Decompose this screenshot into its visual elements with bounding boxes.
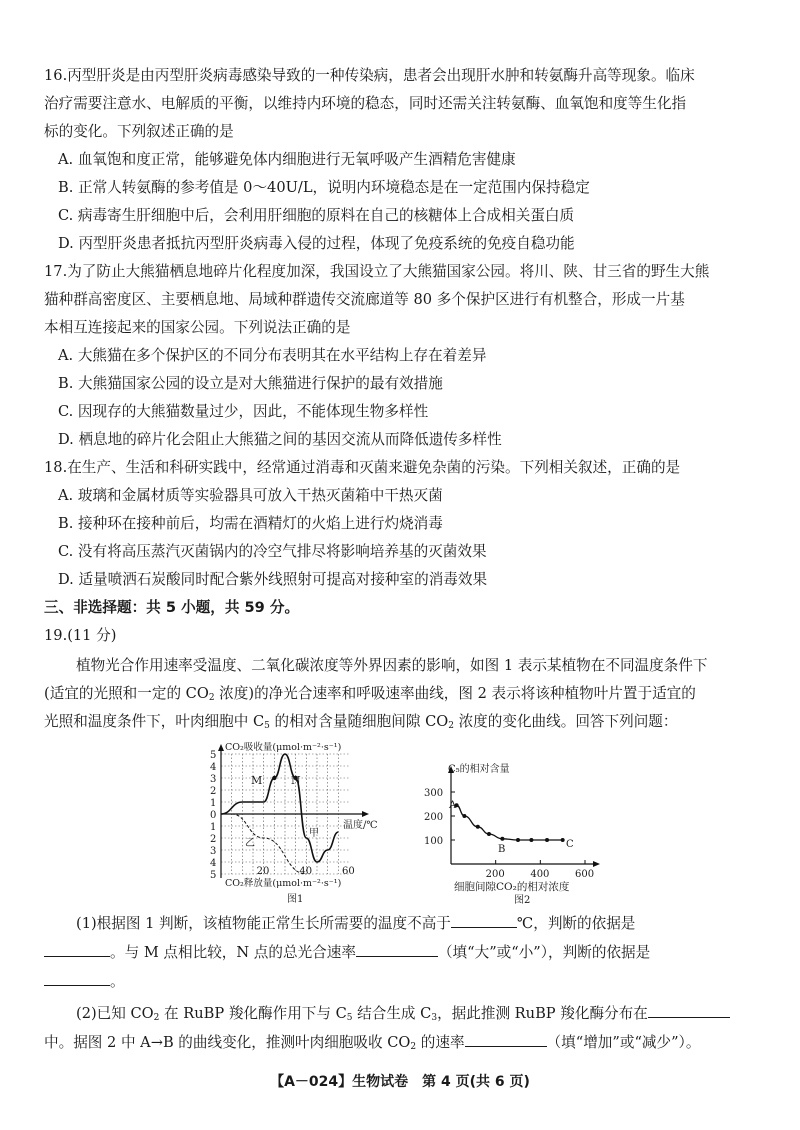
answer-blank-temperature[interactable] [451,914,517,928]
fig1-y-tick: 2 [210,786,217,797]
q19-heading: 19.(11 分) [44,627,117,644]
q17-option-c: C. 因现存的大熊猫数量过少，因此，不能体现生物多样性 [58,403,429,420]
fig2-data-point [487,832,491,836]
fig1-series-label-yi: 乙 [245,838,255,849]
fig1-caption: 图1 [287,894,304,905]
q19-part1-line: 。与 M 点相比较，N 点的总光合速率 （填“大”或“小”），判断的依据是 [44,943,650,963]
fig1-xlabel: 温度/℃ [343,820,378,831]
figure-2-chart [418,760,603,905]
answer-blank-enzyme-location[interactable] [648,1004,730,1018]
fig1-x-tick: 20 [256,866,270,877]
fig2-point-label-c: C [566,839,574,850]
q19-intro-line: 植物光合作用速率受温度、二氧化碳浓度等外界因素的影响，如图 1 表示某植物在不同温度条件下 [76,657,708,674]
q16-option-c: C. 病毒寄生肝细胞中后，会利用肝细胞的原料在自己的核糖体上合成相关蛋白质 [58,207,575,224]
q17-option-b: B. 大熊猫国家公园的设立是对大熊猫进行保护的最有效措施 [58,375,443,392]
section-heading: 三、非选择题：共 5 小题，共 59 分。 [44,599,300,616]
fig2-data-point [545,838,549,842]
fig1-y-tick: 1 [210,798,217,809]
answer-blank-uptake-rate[interactable] [465,1033,547,1047]
fig1-series-jia-line [221,754,338,862]
q17-stem-line: 本相互连接起来的国家公园。下列说法正确的是 [44,319,351,336]
answer-blank-rate-compare[interactable] [356,943,438,957]
fig1-series-label-jia: 甲 [309,828,319,839]
fig2-x-tick: 400 [530,869,550,880]
q16-stem-line: 16.丙型肝炎是由丙型肝炎病毒感染导致的一种传染病，患者会出现肝水肿和转氨酶升高等现象。临床 [44,67,695,84]
q19-part2-line: (2)已知 $CO_2$ 在 RuBP 羧化酶作用下与 $C_5$ 结合生成 $C_3$，据此推测 RuBP 羧化酶分布在 [76,1004,730,1024]
q18-option-d: D. 适量喷洒石炭酸同时配合紫外线照射可提高对接种室的消毒效果 [58,571,488,588]
q16-stem-line: 标的变化。下列叙述正确的是 [44,123,234,140]
fig1-y-tick: 5 [210,750,217,761]
fig2-series-line [457,805,563,840]
fig2-data-point [516,838,520,842]
q18-option-c: C. 没有将高压蒸汽灭菌锅内的冷空气排尽将影响培养基的灭菌效果 [58,543,487,560]
fig2-x-tick: 600 [575,869,595,880]
fig1-y-tick: 4 [210,762,217,773]
figure-1-chart [205,740,385,905]
fig2-data-point [462,814,466,818]
q18-option-b: B. 接种环在接种前后，均需在酒精灯的火焰上进行灼烧消毒 [58,515,443,532]
q19-intro-line: 光照和温度条件下，叶肉细胞中 $C_5$ 的相对含量随细胞间隙 $CO_2$ 浓度的变化曲线。回答下列问题： [44,713,678,731]
fig1-y-tick: 5 [210,870,217,881]
fig2-data-point [500,837,504,841]
page-footer: 【A－024】生物试卷 第 4 页(共 6 页) [270,1074,530,1090]
fig1-y-tick: 3 [210,846,217,857]
q18-option-a: A. 玻璃和金属材质等实验器具可放入干热灭菌箱中干热灭菌 [58,487,443,504]
fig1-point-label-n: N [291,774,301,787]
fig2-data-point [561,838,565,842]
fig1-point-label-m: M [251,774,263,787]
answer-blank-basis-2[interactable] [44,972,110,986]
fig2-data-point [476,825,480,829]
q16-option-d: D. 丙型肝炎患者抵抗丙型肝炎病毒入侵的过程，体现了免疫系统的免疫自稳功能 [58,235,575,252]
q16-option-a: A. 血氧饱和度正常，能够避免体内细胞进行无氧呼吸产生酒精危害健康 [58,151,516,168]
fig2-point-label-b: B [498,844,506,855]
fig1-zero-tick: 0 [210,810,217,821]
q16-option-b: B. 正常人转氨酶的参考值是 0～40U/L，说明内环境稳态是在一定范围内保持稳定 [58,179,590,196]
q17-stem-line: 17.为了防止大熊猫栖息地碎片化程度加深，我国设立了大熊猫国家公园。将川、陕、甘三省的野生大熊 [44,263,710,280]
fig1-marked-point [272,776,276,780]
q17-option-a: A. 大熊猫在多个保护区的不同分布表明其在水平结构上存在着差异 [58,347,487,364]
fig1-ylabel-bottom: CO₂释放量(μmol·m⁻²·s⁻¹) [225,878,342,889]
fig2-y-tick: 200 [424,812,444,823]
fig1-series-yi-line [232,814,307,874]
q17-stem-line: 猫种群高密度区、主要栖息地、局域种群遗传交流廊道等 80 多个保护区进行有机整合，形成一片基 [44,291,685,308]
fig2-data-point [529,838,533,842]
fig2-xlabel: 细胞间隙CO₂的相对浓度 [454,881,570,893]
fig2-y-tick: 100 [424,836,444,847]
fig2-ylabel: C₅的相对含量 [448,764,510,775]
q18-stem-line: 18.在生产、生活和科研实践中，经常通过消毒和灭菌来避免杂菌的污染。下列相关叙述，正确的是 [44,459,681,476]
fig1-x-tick: 60 [342,866,355,877]
fig2-x-tick: 200 [485,869,505,880]
q19-intro-line: (适宜的光照和一定的 $CO_2$ 浓度)的净光合速率和呼吸速率曲线，图 2 表示将该种植物叶片置于适宜的 [44,685,696,703]
q17-option-d: D. 栖息地的碎片化会阻止大熊猫之间的基因交流从而降低遗传多样性 [58,431,502,448]
fig1-y-tick: 4 [210,858,217,869]
fig1-y-tick: 1 [210,822,217,833]
fig1-y-tick: 2 [210,834,217,845]
fig1-x-tick: 40 [299,866,313,877]
fig1-y-tick: 3 [210,774,217,785]
fig1-ylabel-top: CO₂吸收量(μmol·m⁻²·s⁻¹) [225,742,342,753]
answer-blank-basis-1[interactable] [44,943,110,957]
fig2-point-label-a: A [449,800,457,811]
q19-part1-line: (1)根据图 1 判断，该植物能正常生长所需要的温度不高于 ℃，判断的依据是 [76,915,636,932]
q19-part2-line: 中。据图 2 中 A→B 的曲线变化，推测叶肉细胞吸收 $CO_2$ 的速率 （填“增加”或“减少”）。 [44,1034,701,1052]
q19-part1-line: 。 [44,972,125,992]
fig2-y-tick: 300 [424,788,444,799]
fig2-caption: 图2 [514,895,531,905]
q16-stem-line: 治疗需要注意水、电解质的平衡，以维持内环境的稳态，同时还需关注转氨酶、血氧饱和度等生化指 [44,95,687,112]
